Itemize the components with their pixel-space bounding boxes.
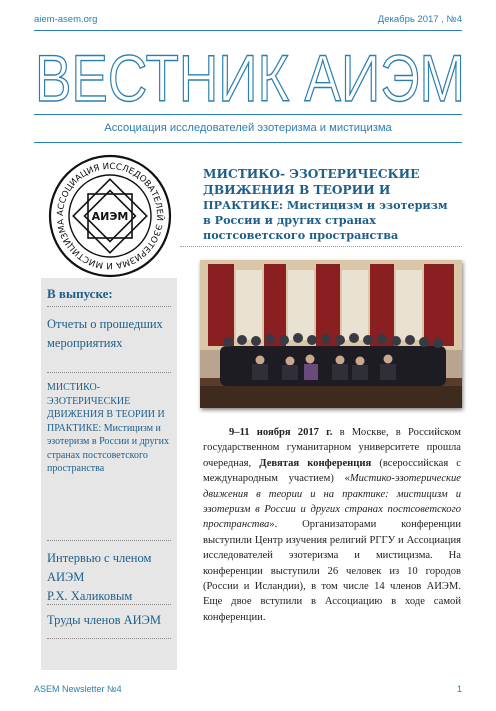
- sidebar-item-interview[interactable]: [47, 541, 171, 605]
- page-number: 1: [456, 684, 462, 694]
- conference-photo: [200, 260, 462, 408]
- subtitle-rule-top: [34, 114, 462, 115]
- article-body: [203, 425, 461, 625]
- article-title-line-5: постсоветского пространства: [203, 228, 399, 242]
- article-title-line-2: ДВИЖЕНИЯ В ТЕОРИИ И: [203, 183, 391, 197]
- masthead-title: ВЕСТНИК АИЭМ: [35, 46, 465, 108]
- conference-label: Девятая конференция: [259, 457, 372, 469]
- article-text-c: ». Организаторами конференции выступили Центр изучения религий РГГУ и Ассоциация исследователей эзотеризма и мистицизма. На конференции выступили 26 человек из 10 городов (России и Исландии), в том числе 14 членов АИЭМ. Еще двое вступили в Ассоциацию в ходе самой конференции.: [203, 519, 461, 623]
- sidebar-contents: [41, 278, 177, 670]
- issue-date: Декабрь 2017 , №4: [377, 14, 462, 25]
- sidebar-item-conference[interactable]: МИСТИКО-ЭЗОТЕРИЧЕСКИЕ ДВИЖЕНИЯ В ТЕОРИИ И ПРАКТИКЕ: Мистицизм и эзотеризм в России и других странах постсоветского пространства: [47, 373, 171, 541]
- conference-name: Мистико-эзотерические движения в теории и на практике: мистицизм и эзотеризм в России и других странах постсоветского пространства: [203, 473, 461, 531]
- article-date: 9–11 ноября 2017 г.: [229, 427, 333, 438]
- header-rule: [34, 30, 462, 31]
- masthead-subtitle: Ассоциация исследователей эзотеризма и мистицизма: [104, 122, 392, 134]
- article-title: [203, 166, 465, 243]
- subtitle-rule-bottom: [34, 142, 462, 143]
- article-text-b: (всероссийская с международным участием) «: [203, 457, 461, 485]
- title-divider: [180, 246, 462, 247]
- sidebar-item-interview-line-2: Р.Х. Халиковым: [47, 589, 133, 603]
- article-text-a: в Москве, в Российском государственном гуманитарном университете прошла очередная,: [203, 427, 461, 469]
- masthead: [30, 46, 470, 108]
- footer-title: ASEM Newsletter №4: [34, 684, 122, 694]
- sidebar-item-works[interactable]: Труды членов АИЭМ: [47, 605, 171, 639]
- sidebar-item-interview-line-1: Интервью с членом АИЭМ: [47, 551, 152, 584]
- article-title-line-1: МИСТИКО- ЭЗОТЕРИЧЕСКИЕ: [203, 167, 420, 181]
- sidebar-heading: В выпуске:: [47, 278, 171, 307]
- seal-ring-path: АССОЦИАЦИЯ ИССЛЕДОВАТЕЛЕЙ ЭЗОТЕРИЗМА И МИСТИЦИЗМА: [55, 161, 165, 271]
- association-seal: [48, 154, 172, 278]
- website-url[interactable]: aiem-asem.org: [34, 14, 98, 25]
- sidebar-item-reports[interactable]: Отчеты о прошедших мероприятиях: [47, 307, 171, 373]
- article-title-line-4: в России и других странах: [203, 213, 376, 227]
- article-title-line-3: ПРАКТИКЕ: Мистицизм и эзотеризм: [203, 198, 448, 212]
- seal-center-text: АИЭМ: [91, 210, 129, 223]
